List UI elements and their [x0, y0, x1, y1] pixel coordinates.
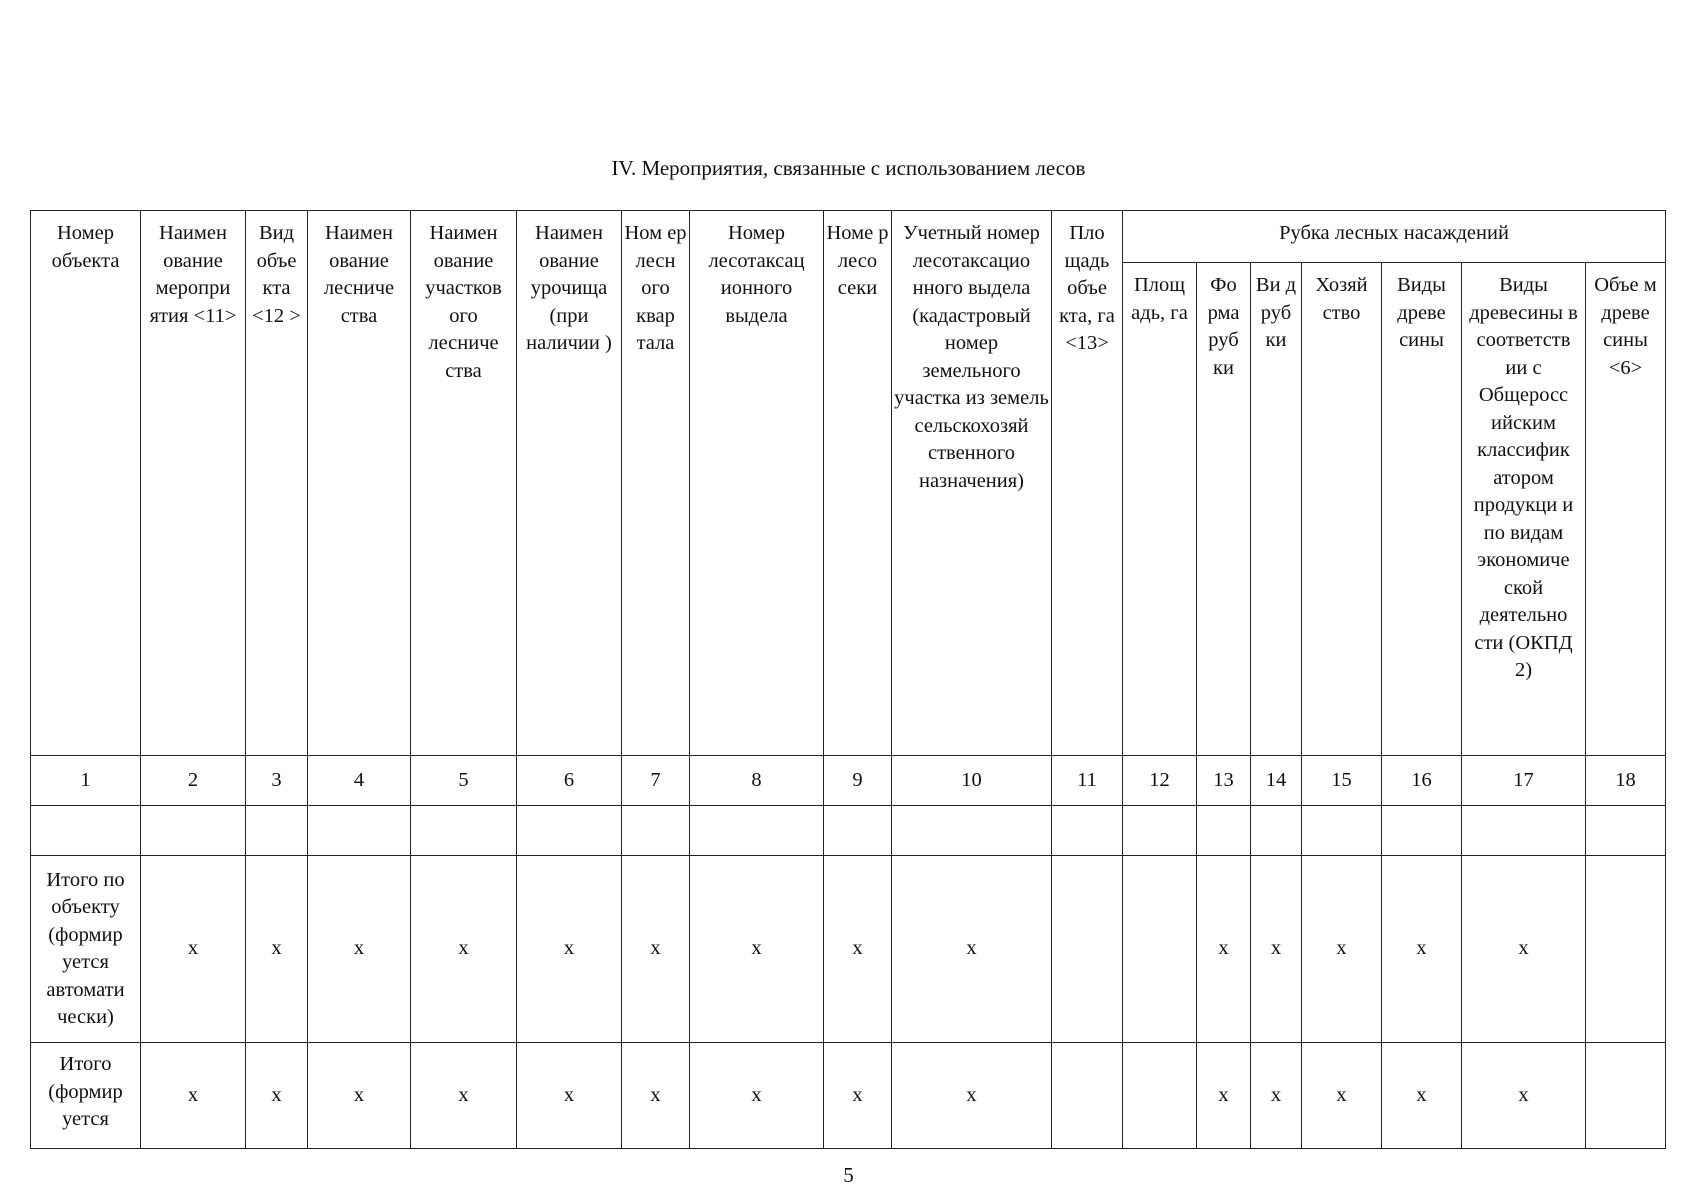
col-header-taxation-unit-number: Номер лесотаксац ионного выдела — [690, 211, 824, 756]
table-cell: x — [892, 1043, 1052, 1149]
table-cell: x — [1302, 856, 1382, 1043]
empty-cell[interactable] — [824, 806, 892, 856]
empty-cell[interactable] — [1197, 806, 1251, 856]
col-header-cutting-type: Ви д руб ки — [1251, 263, 1302, 756]
table-cell: x — [1302, 1043, 1382, 1149]
empty-data-row — [31, 806, 1666, 856]
header-row — [31, 211, 1666, 263]
column-number: 14 — [1251, 756, 1302, 806]
table-cell — [1586, 1043, 1666, 1149]
empty-cell[interactable] — [517, 806, 622, 856]
forest-use-table — [30, 210, 1666, 1149]
table-cell: x — [1382, 856, 1462, 1043]
table-cell — [1123, 1043, 1197, 1149]
table-cell: x — [246, 1043, 308, 1149]
table-cell: x — [1197, 1043, 1251, 1149]
col-header-farm: Хозяй ство — [1302, 263, 1382, 756]
empty-cell[interactable] — [141, 806, 246, 856]
col-header-forestry-name: Наимен ование лесниче ства — [308, 211, 411, 756]
empty-cell[interactable] — [246, 806, 308, 856]
table-cell: x — [1462, 856, 1586, 1043]
column-number: 16 — [1382, 756, 1462, 806]
total-label: Итого (формир уется — [31, 1043, 141, 1149]
table-cell: x — [308, 856, 411, 1043]
col-header-object-type: Вид объе кта <12 > — [246, 211, 308, 756]
col-header-activity-name: Наимен ование меропри ятия <11> — [141, 211, 246, 756]
group-header-cutting: Рубка лесных насаждений — [1123, 211, 1666, 263]
table-cell: x — [824, 1043, 892, 1149]
table-cell: x — [246, 856, 308, 1043]
col-header-district-forestry-name: Наимен ование участков ого лесниче ства — [411, 211, 517, 756]
col-header-quarter-number: Ном ер лесн ого квар тала — [622, 211, 690, 756]
col-header-object-area: Пло щадь объе кта, га <13> — [1052, 211, 1123, 756]
table-cell: x — [141, 856, 246, 1043]
table-cell: x — [1197, 856, 1251, 1043]
col-header-wood-types-okpd2: Виды древесины в соответств ии с Общеросс ийским классифик атором продукци и по видам экономиче ской деятельно сти (ОКПД 2) — [1462, 263, 1586, 756]
column-number: 13 — [1197, 756, 1251, 806]
table-cell: x — [308, 1043, 411, 1149]
table-cell: x — [622, 856, 690, 1043]
table-cell: x — [411, 856, 517, 1043]
col-header-registry-number: Учетный номер лесотаксацио нного выдела (кадастровый номер земельного участка из земель сельскохозяй ственного назначения) — [892, 211, 1052, 756]
table-cell: x — [1462, 1043, 1586, 1149]
column-number: 4 — [308, 756, 411, 806]
col-header-cutting-form: Фо рма руб ки — [1197, 263, 1251, 756]
table-cell: x — [824, 856, 892, 1043]
empty-cell[interactable] — [690, 806, 824, 856]
empty-cell[interactable] — [1123, 806, 1197, 856]
table-cell: x — [517, 1043, 622, 1149]
empty-cell[interactable] — [1251, 806, 1302, 856]
total-by-object-row — [31, 856, 1666, 1043]
col-header-object-number: Номер объекта — [31, 211, 141, 756]
column-number: 2 — [141, 756, 246, 806]
table-cell — [1123, 856, 1197, 1043]
table-cell: x — [690, 1043, 824, 1149]
total-by-object-label: Итого по объекту (формир уется автомати чески) — [31, 856, 141, 1043]
column-number: 18 — [1586, 756, 1666, 806]
column-number-row — [31, 756, 1666, 806]
column-number: 17 — [1462, 756, 1586, 806]
table-cell — [1052, 1043, 1123, 1149]
column-number: 5 — [411, 756, 517, 806]
empty-cell[interactable] — [31, 806, 141, 856]
col-header-wood-volume: Объе м древе сины <6> — [1586, 263, 1666, 756]
column-number: 11 — [1052, 756, 1123, 806]
column-number: 3 — [246, 756, 308, 806]
col-header-area-ha: Площ адь, га — [1123, 263, 1197, 756]
empty-cell[interactable] — [1586, 806, 1666, 856]
column-number: 9 — [824, 756, 892, 806]
column-number: 8 — [690, 756, 824, 806]
table-cell: x — [141, 1043, 246, 1149]
total-row — [31, 1043, 1666, 1149]
table-cell: x — [892, 856, 1052, 1043]
table-cell: x — [622, 1043, 690, 1149]
table-cell — [1586, 856, 1666, 1043]
empty-cell[interactable] — [1052, 806, 1123, 856]
page-number: 5 — [843, 1163, 854, 1187]
col-header-wood-types: Виды древе сины — [1382, 263, 1462, 756]
table-cell: x — [1251, 1043, 1302, 1149]
column-number: 10 — [892, 756, 1052, 806]
table-cell: x — [1251, 856, 1302, 1043]
empty-cell[interactable] — [622, 806, 690, 856]
empty-cell[interactable] — [1462, 806, 1586, 856]
empty-cell[interactable] — [411, 806, 517, 856]
table-cell: x — [1382, 1043, 1462, 1149]
empty-cell[interactable] — [892, 806, 1052, 856]
table-cell — [1052, 856, 1123, 1043]
empty-cell[interactable] — [1382, 806, 1462, 856]
table-cell: x — [517, 856, 622, 1043]
empty-cell[interactable] — [308, 806, 411, 856]
col-header-cutting-area-number: Номе р лесо секи — [824, 211, 892, 756]
table-cell: x — [411, 1043, 517, 1149]
col-header-tract-name: Наимен ование урочища (при наличии ) — [517, 211, 622, 756]
empty-cell[interactable] — [1302, 806, 1382, 856]
column-number: 6 — [517, 756, 622, 806]
column-number: 7 — [622, 756, 690, 806]
section-title: IV. Мероприятия, связанные с использованием лесов — [611, 156, 1086, 180]
column-number: 12 — [1123, 756, 1197, 806]
table-cell: x — [690, 856, 824, 1043]
column-number: 15 — [1302, 756, 1382, 806]
column-number: 1 — [31, 756, 141, 806]
